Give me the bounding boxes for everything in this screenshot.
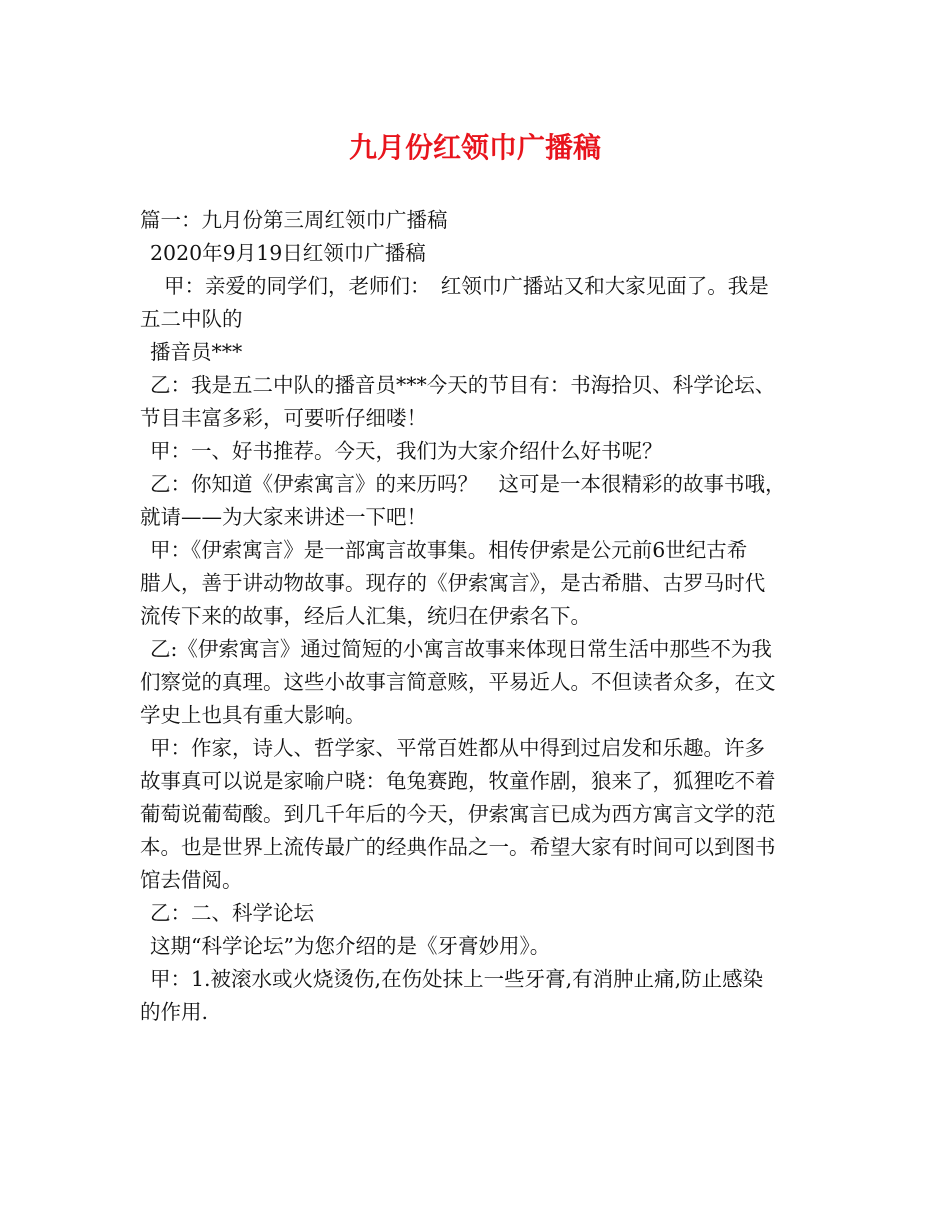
text-line: 学史上也具有重大影响。 — [140, 703, 366, 727]
text-line: 甲：1.被滚水或火烧烫伤,在伤处抹上一些牙膏,有消肿止痛,防止感染 — [150, 967, 764, 991]
text-line: 篇一：九月份第三周红领巾广播稿 — [140, 208, 448, 232]
text-line: 甲：亲爱的同学们，老师们： 红领巾广播站又和大家见面了。我是 — [164, 274, 769, 298]
text-line: 这期“科学论坛”为您介绍的是《牙膏妙用》。 — [150, 934, 551, 958]
text-line: 甲：作家，诗人、哲学家、平常百姓都从中得到过启发和乐趣。许多 — [150, 736, 765, 760]
text-line: 葡萄说葡萄酸。到几千年后的今天，伊索寓言已成为西方寓言文学的范 — [140, 802, 776, 826]
text-line: 甲：《伊索寓言》是一部寓言故事集。相传伊索是公元前6世纪古希 — [150, 538, 748, 562]
text-line: 乙：二、科学论坛 — [150, 901, 314, 925]
text-line: 馆去借阅。 — [140, 868, 243, 892]
document-body — [140, 204, 814, 1029]
document-title: 九月份红领巾广播稿 — [348, 131, 601, 164]
text-line: 的作用. — [140, 1000, 209, 1024]
text-line: 乙：我是五二中队的播音员***今天的节目有：书海拾贝、科学论坛、 — [150, 373, 776, 397]
text-line: 节目丰富多彩，可要听仔细喽！ — [140, 406, 427, 430]
text-line: 乙：你知道《伊索寓言》的来历吗？ 这可是一本很精彩的故事书哦， — [150, 472, 786, 496]
text-line: 们察觉的真理。这些小故事言简意赅，平易近人。不但读者众多，在文 — [140, 670, 776, 694]
text-line: 2020年9月19日红领巾广播稿 — [150, 241, 426, 265]
text-line: 播音员*** — [150, 340, 243, 364]
text-line: 五二中队的 — [140, 307, 243, 331]
text-line: 本。也是世界上流传最广的经典作品之一。希望大家有时间可以到图书 — [140, 835, 776, 859]
text-line: 流传下来的故事，经后人汇集，统归在伊索名下。 — [140, 604, 591, 628]
text-line: 甲：一、好书推荐。今天，我们为大家介绍什么好书呢？ — [150, 439, 663, 463]
text-line: 乙:《伊索寓言》通过简短的小寓言故事来体现日常生活中那些不为我 — [150, 637, 772, 661]
text-line: 就请——为大家来讲述一下吧！ — [140, 505, 427, 529]
text-line: 腊人，善于讲动物故事。现存的《伊索寓言》，是古希腊、古罗马时代 — [140, 571, 766, 595]
text-line: 故事真可以说是家喻户晓：龟兔赛跑，牧童作剧，狼来了，狐狸吃不着 — [140, 769, 776, 793]
